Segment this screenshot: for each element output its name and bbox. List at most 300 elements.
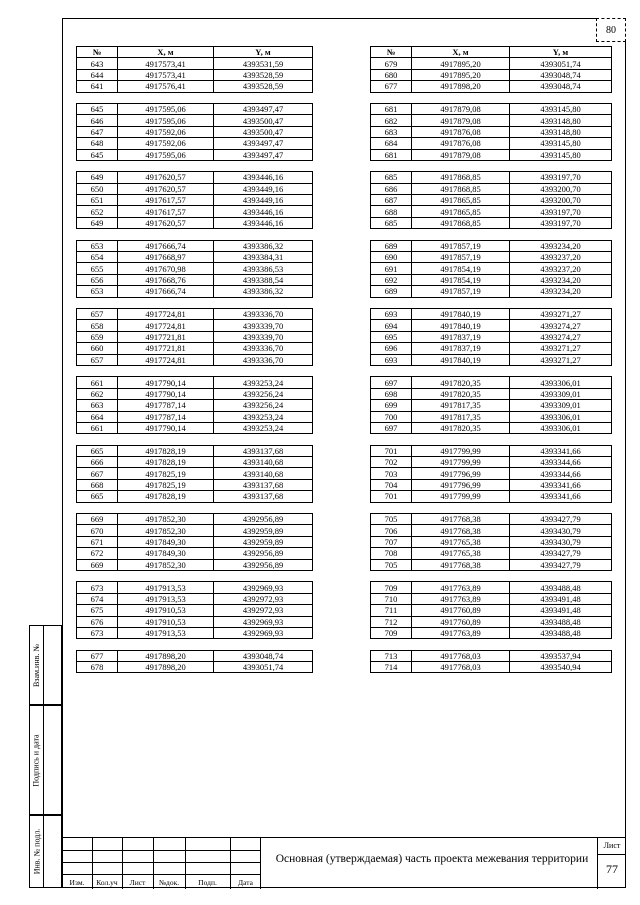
x-coordinate: 4917898,20 [118,650,214,661]
table-row [77,183,313,194]
y-coordinate: 4393140,68 [214,457,313,468]
point-number: 655 [77,263,118,274]
point-number: 697 [371,377,412,388]
x-coordinate: 4917790,14 [118,377,214,388]
table-row [371,274,612,285]
y-coordinate: 4393430,79 [510,536,612,547]
x-coordinate: 4917868,85 [412,183,510,194]
table-row [371,388,612,399]
x-coordinate: 4917620,57 [118,172,214,183]
group-spacer-row [371,570,612,581]
group-spacer-row [77,160,313,171]
table-row [371,582,612,593]
point-number: 690 [371,252,412,263]
point-number: 645 [77,103,118,114]
table-row [77,263,313,274]
point-number: 686 [371,183,412,194]
table-row [371,58,612,69]
y-coordinate: 4393234,20 [510,240,612,251]
table-row [77,126,313,137]
table-row [77,559,313,570]
x-coordinate: 4917724,81 [118,320,214,331]
y-coordinate: 4393528,59 [214,81,313,92]
table-row [371,286,612,297]
point-number: 700 [371,411,412,422]
point-number: 643 [77,58,118,69]
point-number: 641 [77,81,118,92]
table-row [371,126,612,137]
x-coordinate: 4917879,08 [412,115,510,126]
y-coordinate: 4393148,80 [510,115,612,126]
y-coordinate: 4393446,16 [214,217,313,228]
x-coordinate: 4917796,99 [412,468,510,479]
table-row [77,593,313,604]
stamp-col-data: Дата [238,878,253,887]
y-coordinate: 4393427,79 [510,548,612,559]
y-coordinate: 4392956,89 [214,559,313,570]
y-coordinate: 4393388,54 [214,274,313,285]
x-coordinate: 4917666,74 [118,286,214,297]
point-number: 664 [77,411,118,422]
side-field-signature [29,705,62,815]
point-number: 685 [371,172,412,183]
y-coordinate: 4393253,24 [214,411,313,422]
x-coordinate: 4917868,85 [412,172,510,183]
point-number: 671 [77,536,118,547]
group-spacer-row [371,502,612,513]
y-coordinate: 4392972,93 [214,605,313,616]
table-row [371,514,612,525]
y-coordinate: 4392959,89 [214,536,313,547]
y-coordinate: 4393051,74 [510,58,612,69]
y-coordinate: 4393197,70 [510,172,612,183]
point-number: 681 [371,103,412,114]
x-coordinate: 4917620,57 [118,183,214,194]
point-number: 644 [77,69,118,80]
table-row [77,103,313,114]
point-number: 645 [77,149,118,160]
x-coordinate: 4917799,99 [412,457,510,468]
x-coordinate: 4917763,89 [412,627,510,638]
group-spacer-row [371,92,612,103]
point-number: 672 [77,548,118,559]
y-coordinate: 4393491,48 [510,605,612,616]
x-coordinate: 4917857,19 [412,240,510,251]
point-number: 670 [77,525,118,536]
point-number: 681 [371,149,412,160]
table-row [77,582,313,593]
table-row [371,206,612,217]
group-spacer-row [371,365,612,376]
y-coordinate: 4393344,66 [510,457,612,468]
table-row [77,491,313,502]
table-row [371,263,612,274]
col-header-y: Y, м [214,47,313,58]
group-spacer-row [77,297,313,308]
table-row [371,343,612,354]
point-number: 677 [371,81,412,92]
group-spacer-row [371,434,612,445]
y-coordinate: 4393449,16 [214,195,313,206]
x-coordinate: 4917852,30 [118,514,214,525]
table-row [77,206,313,217]
table-row [371,240,612,251]
x-coordinate: 4917910,53 [118,605,214,616]
point-number: 709 [371,627,412,638]
sheet-number: 77 [606,862,618,876]
point-number: 701 [371,445,412,456]
stamp-col-podp: Подп. [198,878,217,887]
point-number: 648 [77,138,118,149]
x-coordinate: 4917895,20 [412,69,510,80]
title-block-grid [62,838,261,889]
point-number: 665 [77,491,118,502]
y-coordinate: 4393137,68 [214,479,313,490]
point-number: 693 [371,308,412,319]
point-number: 659 [77,331,118,342]
table-row [77,138,313,149]
y-coordinate: 4393449,16 [214,183,313,194]
table-row [77,662,313,673]
point-number: 646 [77,115,118,126]
point-number: 656 [77,274,118,285]
table-row [77,172,313,183]
y-coordinate: 4393271,27 [510,354,612,365]
y-coordinate: 4393336,70 [214,354,313,365]
point-number: 673 [77,582,118,593]
point-number: 682 [371,115,412,126]
table-row [371,468,612,479]
table-row [371,217,612,228]
point-number: 696 [371,343,412,354]
table-row [371,81,612,92]
table-row [77,240,313,251]
point-number: 693 [371,354,412,365]
point-number: 657 [77,308,118,319]
table-row [77,149,313,160]
x-coordinate: 4917573,41 [118,69,214,80]
point-number: 677 [77,650,118,661]
table-row [371,422,612,433]
y-coordinate: 4393446,16 [214,172,313,183]
x-coordinate: 4917768,38 [412,559,510,570]
table-row [77,81,313,92]
y-coordinate: 4393051,74 [214,662,313,673]
table-row [77,411,313,422]
table-row [77,627,313,638]
x-coordinate: 4917666,74 [118,240,214,251]
y-coordinate: 4392969,93 [214,627,313,638]
group-spacer-row [371,639,612,650]
y-coordinate: 4393256,24 [214,400,313,411]
point-number: 703 [371,468,412,479]
point-number: 683 [371,126,412,137]
col-header-num: № [77,47,118,58]
stamp-col-izm: Изм. [69,878,85,887]
table-row [77,308,313,319]
x-coordinate: 4917837,19 [412,343,510,354]
point-number: 669 [77,559,118,570]
table-row [77,422,313,433]
table-row [77,605,313,616]
document-title: Основная (утверждаемая) часть проекта межевания территории [275,853,589,865]
y-coordinate: 4393197,70 [510,217,612,228]
side-label-inv-zam: Взам.инв. № [32,643,41,687]
point-number: 694 [371,320,412,331]
table-row [371,354,612,365]
point-number: 665 [77,445,118,456]
y-coordinate: 4393427,79 [510,514,612,525]
point-number: 697 [371,422,412,433]
point-number: 689 [371,286,412,297]
point-number: 661 [77,422,118,433]
table-row [371,400,612,411]
y-coordinate: 4392972,93 [214,593,313,604]
x-coordinate: 4917837,19 [412,331,510,342]
x-coordinate: 4917898,20 [118,662,214,673]
col-header-x: X, м [412,47,510,58]
group-spacer-row [77,92,313,103]
y-coordinate: 4393341,66 [510,491,612,502]
y-coordinate: 4393234,20 [510,274,612,285]
x-coordinate: 4917768,38 [412,525,510,536]
y-coordinate: 4393386,32 [214,240,313,251]
x-coordinate: 4917768,03 [412,650,510,661]
x-coordinate: 4917825,19 [118,479,214,490]
y-coordinate: 4393274,27 [510,320,612,331]
y-coordinate: 4393497,47 [214,103,313,114]
x-coordinate: 4917787,14 [118,400,214,411]
x-coordinate: 4917721,81 [118,343,214,354]
point-number: 654 [77,252,118,263]
y-coordinate: 4392969,93 [214,616,313,627]
x-coordinate: 4917668,76 [118,274,214,285]
point-number: 674 [77,593,118,604]
table-row [371,457,612,468]
y-coordinate: 4393234,20 [510,286,612,297]
x-coordinate: 4917820,35 [412,422,510,433]
y-coordinate: 4393491,48 [510,593,612,604]
sheet-number-cell [597,838,626,889]
x-coordinate: 4917913,53 [118,593,214,604]
y-coordinate: 4393197,70 [510,206,612,217]
point-number: 662 [77,388,118,399]
x-coordinate: 4917620,57 [118,217,214,228]
table-row [77,616,313,627]
group-spacer-row [371,160,612,171]
point-number: 684 [371,138,412,149]
table-row [77,400,313,411]
table-row [77,457,313,468]
x-coordinate: 4917840,19 [412,354,510,365]
y-coordinate: 4393137,68 [214,445,313,456]
x-coordinate: 4917849,30 [118,536,214,547]
point-number: 661 [77,377,118,388]
point-number: 658 [77,320,118,331]
y-coordinate: 4392969,93 [214,582,313,593]
point-number: 666 [77,457,118,468]
y-coordinate: 4393306,01 [510,411,612,422]
table-row [371,377,612,388]
point-number: 714 [371,662,412,673]
x-coordinate: 4917790,14 [118,422,214,433]
point-number: 667 [77,468,118,479]
point-number: 663 [77,400,118,411]
point-number: 653 [77,240,118,251]
x-coordinate: 4917724,81 [118,308,214,319]
table-row [77,286,313,297]
y-coordinate: 4393145,80 [510,138,612,149]
table-row [371,650,612,661]
side-field-inv-zam [29,625,62,705]
point-number: 675 [77,605,118,616]
table-row [77,445,313,456]
group-spacer-row [77,229,313,240]
stamp-col-kol: Кол.уч [96,878,118,887]
x-coordinate: 4917595,06 [118,115,214,126]
point-number: 705 [371,559,412,570]
x-coordinate: 4917592,06 [118,138,214,149]
x-coordinate: 4917668,97 [118,252,214,263]
table-row [77,468,313,479]
point-number: 653 [77,286,118,297]
coordinates-table-left [76,46,313,673]
y-coordinate: 4393528,59 [214,69,313,80]
x-coordinate: 4917799,99 [412,445,510,456]
x-coordinate: 4917852,30 [118,525,214,536]
table-row [371,491,612,502]
point-number: 649 [77,217,118,228]
y-coordinate: 4393339,70 [214,320,313,331]
y-coordinate: 4393339,70 [214,331,313,342]
point-number: 669 [77,514,118,525]
y-coordinate: 4393253,24 [214,422,313,433]
y-coordinate: 4393384,31 [214,252,313,263]
y-coordinate: 4393500,47 [214,115,313,126]
point-number: 679 [371,58,412,69]
point-number: 652 [77,206,118,217]
x-coordinate: 4917828,19 [118,457,214,468]
y-coordinate: 4393140,68 [214,468,313,479]
x-coordinate: 4917854,19 [412,263,510,274]
table-row [77,217,313,228]
point-number: 699 [371,400,412,411]
y-coordinate: 4393200,70 [510,183,612,194]
table-row [77,514,313,525]
point-number: 708 [371,548,412,559]
y-coordinate: 4392959,89 [214,525,313,536]
table-row [77,320,313,331]
table-row [371,320,612,331]
y-coordinate: 4393309,01 [510,400,612,411]
x-coordinate: 4917913,53 [118,582,214,593]
x-coordinate: 4917768,38 [412,514,510,525]
y-coordinate: 4392956,89 [214,514,313,525]
y-coordinate: 4393271,27 [510,308,612,319]
y-coordinate: 4393341,66 [510,445,612,456]
x-coordinate: 4917820,35 [412,388,510,399]
y-coordinate: 4393540,94 [510,662,612,673]
x-coordinate: 4917849,30 [118,548,214,559]
x-coordinate: 4917910,53 [118,616,214,627]
y-coordinate: 4393306,01 [510,422,612,433]
table-row [77,525,313,536]
point-number: 709 [371,582,412,593]
x-coordinate: 4917876,08 [412,138,510,149]
x-coordinate: 4917595,06 [118,149,214,160]
x-coordinate: 4917820,35 [412,377,510,388]
point-number: 688 [371,206,412,217]
point-number: 657 [77,354,118,365]
y-coordinate: 4393336,70 [214,308,313,319]
x-coordinate: 4917595,06 [118,103,214,114]
col-header-num: № [371,47,412,58]
table-row [371,103,612,114]
point-number: 707 [371,536,412,547]
x-coordinate: 4917724,81 [118,354,214,365]
point-number: 692 [371,274,412,285]
sheet-label: Лист [603,841,621,850]
table-row [371,195,612,206]
stamp-col-ndok: №док. [158,878,180,887]
y-coordinate: 4393200,70 [510,195,612,206]
side-field-inv-podl [29,815,62,888]
y-coordinate: 4393309,01 [510,388,612,399]
table-row [371,69,612,80]
point-number: 691 [371,263,412,274]
table-row [371,559,612,570]
x-coordinate: 4917763,89 [412,593,510,604]
y-coordinate: 4393537,94 [510,650,612,661]
table-row [77,354,313,365]
point-number: 695 [371,331,412,342]
x-coordinate: 4917817,35 [412,411,510,422]
table-row [77,548,313,559]
group-spacer-row [77,570,313,581]
y-coordinate: 4393386,32 [214,286,313,297]
y-coordinate: 4393048,74 [214,650,313,661]
point-number: 705 [371,514,412,525]
table-row [371,252,612,263]
x-coordinate: 4917895,20 [412,58,510,69]
point-number: 649 [77,172,118,183]
x-coordinate: 4917768,03 [412,662,510,673]
x-coordinate: 4917857,19 [412,286,510,297]
x-coordinate: 4917879,08 [412,103,510,114]
x-coordinate: 4917879,08 [412,149,510,160]
y-coordinate: 4393145,80 [510,149,612,160]
y-coordinate: 4393341,66 [510,479,612,490]
y-coordinate: 4393497,47 [214,138,313,149]
point-number: 680 [371,69,412,80]
y-coordinate: 4393336,70 [214,343,313,354]
y-coordinate: 4393237,20 [510,252,612,263]
table-row [371,479,612,490]
table-row [371,536,612,547]
table-row [371,616,612,627]
table-row [77,479,313,490]
point-number: 650 [77,183,118,194]
col-header-x: X, м [118,47,214,58]
stamp-col-list: Лист [129,878,146,887]
x-coordinate: 4917760,89 [412,616,510,627]
table-row [371,183,612,194]
point-number: 647 [77,126,118,137]
y-coordinate: 4393237,20 [510,263,612,274]
group-spacer-row [77,639,313,650]
table-row [371,331,612,342]
table-row [371,662,612,673]
